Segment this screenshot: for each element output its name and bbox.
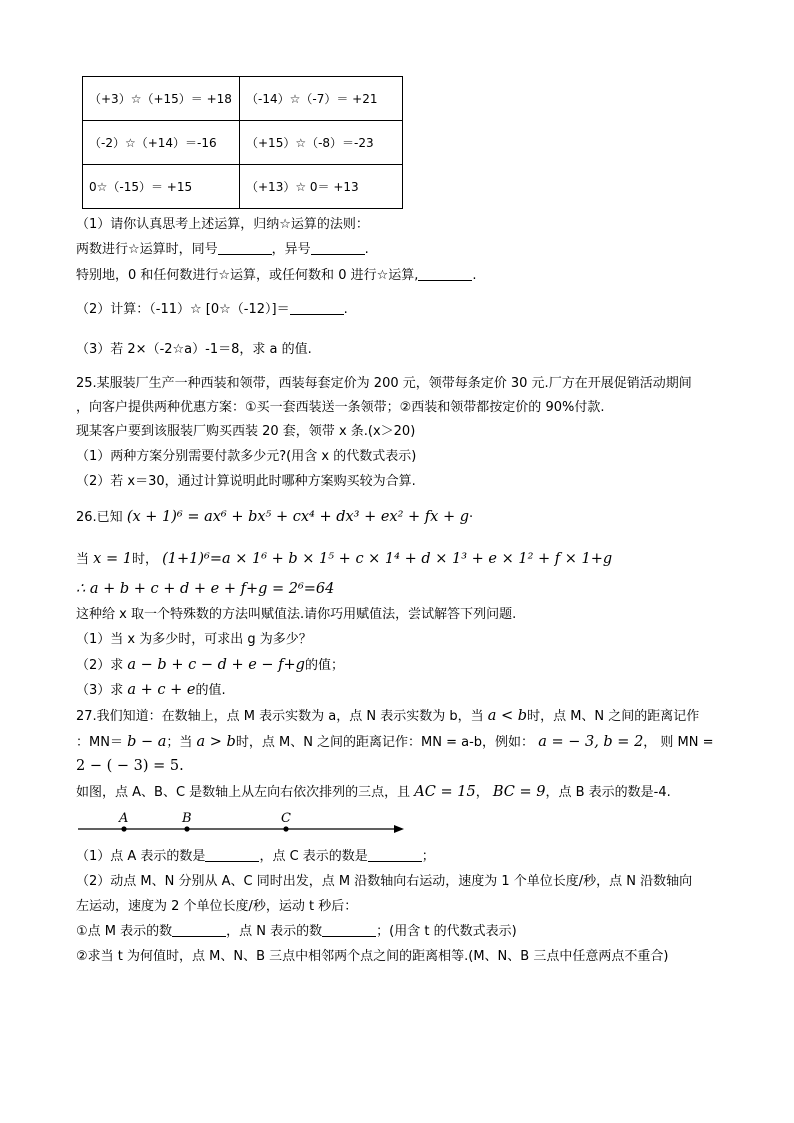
q27-part2-sub1	[76, 924, 517, 940]
answer-blank[interactable]	[218, 242, 272, 255]
q25-line: 现某客户要到该服装厂购买西装 20 套，领带 x 条.(x＞20)	[76, 424, 416, 439]
text: ，点 C 表示的数是	[259, 849, 368, 864]
point-b-label: B	[182, 811, 192, 826]
text: （2）计算：（-11）☆ [0☆（-12）]＝	[76, 302, 290, 317]
q27-line	[76, 734, 714, 751]
q24-part1-zero-rule	[76, 268, 477, 284]
answer-blank[interactable]	[418, 268, 472, 281]
text: ；	[421, 849, 435, 864]
table-cell: （+15）☆（-8）＝-23	[240, 121, 403, 165]
q24-part2	[76, 302, 348, 318]
text: ， 则 MN =	[643, 735, 714, 750]
text: ；当	[166, 735, 193, 750]
table-cell: （-14）☆（-7）＝ +21	[240, 77, 403, 121]
table-row	[83, 165, 403, 209]
q25-line: ，向客户提供两种优惠方案：①买一套西装送一条领带；②西装和领带都按定价的 90%付款.	[76, 400, 605, 415]
equation: AC = 15	[414, 784, 476, 800]
q24-part1-rule	[76, 242, 369, 258]
q27-line	[76, 758, 184, 775]
equation: (1+1)⁶=a × 1⁶ + b × 1⁵ + c × 1⁴ + d × 1³ + e × 1² + f × 1+g	[162, 551, 613, 567]
q25-line: （1）两种方案分别需要付款多少元?(用含 x 的代数式表示)	[76, 449, 417, 464]
equation: a − b + c − d + e − f+g	[127, 657, 305, 673]
q26-line	[76, 682, 226, 699]
text: ：MN＝	[76, 735, 123, 750]
table-cell: 0☆（-15）＝ +15	[83, 165, 240, 209]
q25-line: 25.某服装厂生产一种西装和领带，西装每套定价为 200 元，领带每条定价 30 元.厂方在开展促销活动期间	[76, 376, 692, 391]
operation-table	[82, 76, 403, 209]
text: 两数进行☆运算时，同号	[76, 242, 218, 257]
equation: 2 − ( − 3) = 5.	[76, 758, 184, 774]
table-cell: （+3）☆（+15）＝ +18	[83, 77, 240, 121]
text: .	[343, 302, 348, 317]
point-b	[184, 826, 189, 831]
q24-part3: （3）若 2×（-2☆a）-1＝8，求 a 的值.	[76, 342, 312, 357]
point-c-label: C	[281, 811, 291, 826]
text: .	[472, 268, 477, 283]
point-c	[283, 826, 288, 831]
text: 26.已知	[76, 510, 123, 525]
table-row	[83, 77, 403, 121]
text: ，	[475, 785, 489, 800]
equation: a + c + e	[127, 682, 196, 698]
answer-blank[interactable]	[205, 849, 259, 862]
text: 时，点 M、N 之间的距离记作	[527, 709, 700, 724]
q26-line: （1）当 x 为多少时，可求出 g 为多少？	[76, 632, 312, 647]
q26-line: 这种给 x 取一个特殊数的方法叫赋值法.请你巧用赋值法，尝试解答下列问题.	[76, 607, 517, 622]
equation: a < b	[487, 708, 528, 724]
q26-result	[76, 581, 334, 598]
q26-substitution	[76, 551, 612, 568]
q27-line	[76, 784, 671, 801]
equation: BC = 9	[492, 784, 546, 800]
equation: ∴ a + b + c + d + e + f+g = 2⁶=64	[76, 581, 335, 597]
answer-blank[interactable]	[368, 849, 422, 862]
q26-line	[76, 657, 344, 674]
table-cell: （+13）☆ 0＝ +13	[240, 165, 403, 209]
text: 时，	[131, 552, 158, 567]
equation: b − a	[127, 734, 167, 750]
text: 如图，点 A、B、C 是数轴上从左向右依次排列的三点，且	[76, 785, 411, 800]
number-line	[76, 806, 416, 842]
axis-arrow-icon	[394, 825, 404, 833]
text: 时，点 M、N 之间的距离记作：MN = a-b，例如：	[235, 735, 535, 750]
text: ；(用含 t 的代数式表示)	[376, 924, 517, 939]
text: ①点 M 表示的数	[76, 924, 173, 939]
q27-part1	[76, 849, 435, 865]
text: （1）点 A 表示的数是	[76, 849, 206, 864]
text: ，点 N 表示的数	[226, 924, 323, 939]
q27-part2: （2）动点 M、N 分别从 A、C 同时出发，点 M 沿数轴向右运动，速度为 1 个单位长度/秒，点 N 沿数轴向	[76, 874, 693, 889]
q25-line: （2）若 x＝30，通过计算说明此时哪种方案购买较为合算.	[76, 474, 416, 489]
equation: a > b	[196, 734, 236, 750]
text: ，点 B 表示的数是-4.	[545, 785, 671, 800]
answer-blank[interactable]	[311, 242, 365, 255]
q27-part2-sub2: ②求当 t 为何值时，点 M、N、B 三点中相邻两个点之间的距离相等.(M、N、B 三点中任意两点不重合)	[76, 949, 669, 964]
text: （2）求	[76, 658, 124, 673]
q24-part1: （1）请你认真思考上述运算，归纳☆运算的法则：	[76, 217, 369, 232]
point-a	[121, 826, 126, 831]
equation: (x + 1)⁶ = ax⁶ + bx⁵ + cx⁴ + dx³ + ex² + fx + g	[126, 509, 469, 525]
text: 的值；	[304, 658, 344, 673]
text: ·	[469, 510, 474, 525]
table-cell: （-2）☆（+14）＝-16	[83, 121, 240, 165]
text: .	[364, 242, 369, 257]
text: ，异号	[271, 242, 311, 257]
q26-given	[76, 509, 473, 526]
equation: x = 1	[93, 551, 132, 567]
equation: a = − 3, b = 2	[538, 734, 644, 750]
answer-blank[interactable]	[322, 924, 376, 937]
text: （3）求	[76, 683, 124, 698]
text: 当	[76, 552, 90, 567]
answer-blank[interactable]	[290, 302, 344, 315]
q27-part2: 左运动，速度为 2 个单位长度/秒，运动 t 秒后：	[76, 899, 358, 914]
table-row	[83, 121, 403, 165]
text: 特别地，0 和任何数进行☆运算，或任何数和 0 进行☆运算,	[76, 268, 419, 283]
text: 27.我们知道：在数轴上，点 M 表示实数为 a，点 N 表示实数为 b，当	[76, 709, 484, 724]
q27-line	[76, 708, 699, 725]
answer-blank[interactable]	[172, 924, 226, 937]
text: 的值.	[195, 683, 226, 698]
point-a-label: A	[119, 811, 129, 826]
